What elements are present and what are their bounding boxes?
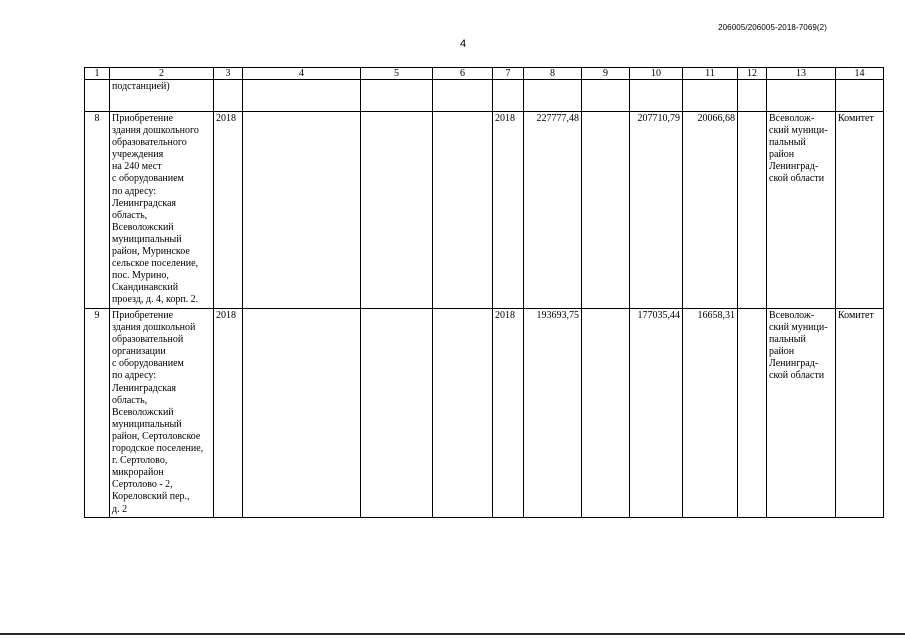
table-cell xyxy=(361,80,433,112)
scan-edge-line xyxy=(0,633,905,635)
column-number-row xyxy=(85,68,884,80)
column-number: 5 xyxy=(361,68,433,80)
column-number: 12 xyxy=(738,68,767,80)
year-cell: 2018 xyxy=(493,112,524,309)
column-number: 1 xyxy=(85,68,110,80)
table-cell xyxy=(243,309,361,518)
document-id: 206005/206005-2018-7069(2) xyxy=(718,23,827,32)
total-amount-cell: 227777,48 xyxy=(524,112,582,309)
amount-cell: 177035,44 xyxy=(630,309,683,518)
table-cell xyxy=(433,112,493,309)
table-cell xyxy=(630,80,683,112)
table-cell xyxy=(738,309,767,518)
column-number: 7 xyxy=(493,68,524,80)
municipality-cell: Всеволож- ский муници- пальный район Ленинград- ской области xyxy=(767,112,836,309)
table-cell xyxy=(243,80,361,112)
data-table xyxy=(84,67,884,518)
year-cell: 2018 xyxy=(493,309,524,518)
executor-cell: Комитет xyxy=(836,112,884,309)
executor-cell: Комитет xyxy=(836,309,884,518)
column-number: 2 xyxy=(110,68,214,80)
year-cell: 2018 xyxy=(214,309,243,518)
table-row xyxy=(85,112,884,309)
row-index-cell: 9 xyxy=(85,309,110,518)
table-cell xyxy=(361,112,433,309)
table-cell xyxy=(582,112,630,309)
column-number: 8 xyxy=(524,68,582,80)
table-cell xyxy=(767,80,836,112)
column-number: 14 xyxy=(836,68,884,80)
table-cell xyxy=(738,112,767,309)
table-cell xyxy=(683,80,738,112)
object-name-cell: Приобретение здания дошкольного образовательного учреждения на 240 мест с оборудованием по адресу: Ленинградская область, Всеволожский муниципальный район, Муринское сельское поселение, пос. Мурино, Скандинавский проезд, д. 4, корп. 2. xyxy=(110,112,214,309)
object-name-cell: Приобретение здания дошкольной образовательной организации с оборудованием по адресу: Ленинградская область, Всеволожский муниципальный район, Сертоловское городское поселение, г. Сертолово, микрорайон Сертолово - 2, Кореловский пер., д. 2 xyxy=(110,309,214,518)
table-cell xyxy=(361,309,433,518)
object-name-cell: подстанцией) xyxy=(110,80,214,112)
page-number: 4 xyxy=(460,38,467,50)
table-cell xyxy=(582,309,630,518)
row-index-cell: 8 xyxy=(85,112,110,309)
table-cell xyxy=(836,80,884,112)
municipality-cell: Всеволож- ский муници- пальный район Ленинград- ской области xyxy=(767,309,836,518)
amount-cell: 207710,79 xyxy=(630,112,683,309)
column-number: 6 xyxy=(433,68,493,80)
table-cell xyxy=(738,80,767,112)
column-number: 11 xyxy=(683,68,738,80)
continuation-row xyxy=(85,80,884,112)
table-cell xyxy=(243,112,361,309)
total-amount-cell: 193693,75 xyxy=(524,309,582,518)
table-cell xyxy=(524,80,582,112)
column-number: 4 xyxy=(243,68,361,80)
table-cell xyxy=(433,309,493,518)
year-cell: 2018 xyxy=(214,112,243,309)
table-cell xyxy=(582,80,630,112)
row-index-cell xyxy=(85,80,110,112)
column-number: 10 xyxy=(630,68,683,80)
column-number: 13 xyxy=(767,68,836,80)
column-number: 3 xyxy=(214,68,243,80)
table-cell xyxy=(433,80,493,112)
table-cell xyxy=(493,80,524,112)
amount-cell: 16658,31 xyxy=(683,309,738,518)
amount-cell: 20066,68 xyxy=(683,112,738,309)
table-cell xyxy=(214,80,243,112)
table-row xyxy=(85,309,884,518)
column-number: 9 xyxy=(582,68,630,80)
